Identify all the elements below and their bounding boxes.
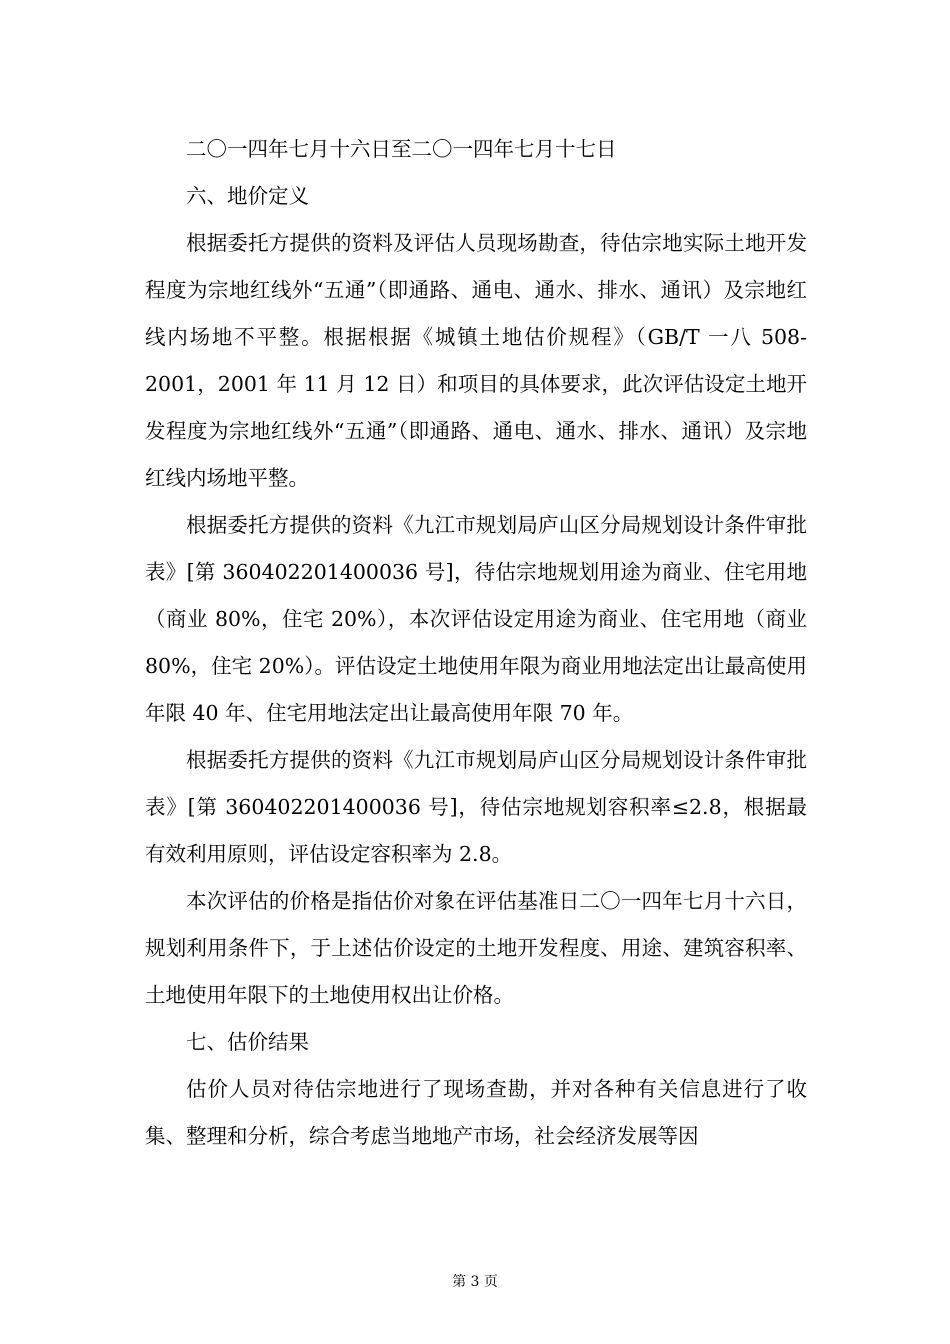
paragraph-plot-ratio: 根据委托方提供的资料《九江市规划局庐山区分局规划设计条件审批表》[第 360402201400036 号]，待估宗地规划容积率≤2.8，根据最有效利用原则，评估设定容积率为 2.8。 bbox=[145, 748, 807, 866]
document-body bbox=[145, 126, 807, 1160]
valuation-period-line: 二〇一四年七月十六日至二〇一四年七月十七日 bbox=[186, 137, 617, 161]
section-heading-valuation-result: 七、估价结果 bbox=[186, 1030, 309, 1054]
paragraph-development-level: 根据委托方提供的资料及评估人员现场勘查，待估宗地实际土地开发程度为宗地红线外“五通”（即通路、通电、通水、排水、通讯）及宗地红线内场地不平整。根据根据《城镇土地估价规程》（GB/T 一八 508-2001，2001 年 11 月 12 日）和项目的具体要求，此次评估设定土地开发程度为宗地红线外“五通”（即通路、通电、通水、排水、通讯）及宗地红线内场地平整。 bbox=[145, 231, 807, 490]
paragraph-valuation-result: 估价人员对待估宗地进行了现场查勘，并对各种有关信息进行了收集、整理和分析，综合考虑当地地产市场，社会经济发展等因 bbox=[145, 1077, 807, 1148]
paragraph-price-definition: 本次评估的价格是指估价对象在评估基准日二〇一四年七月十六日，规划利用条件下，于上述估价设定的土地开发程度、用途、建筑容积率、土地使用年限下的土地使用权出让价格。 bbox=[145, 889, 807, 1007]
paragraph-land-use: 根据委托方提供的资料《九江市规划局庐山区分局规划设计条件审批表》[第 360402201400036 号]，待估宗地规划用途为商业、住宅用地（商业 80%，住宅 20%），本次评估设定用途为商业、住宅用地（商业 80%，住宅 20%）。评估设定土地使用年限为商业用地法定出让最高使用年限 40 年、住宅用地法定出让最高使用年限 70 年。 bbox=[145, 513, 807, 725]
page-number: 第 3 页 bbox=[452, 1274, 498, 1290]
section-heading-land-price-definition: 六、地价定义 bbox=[186, 184, 309, 208]
